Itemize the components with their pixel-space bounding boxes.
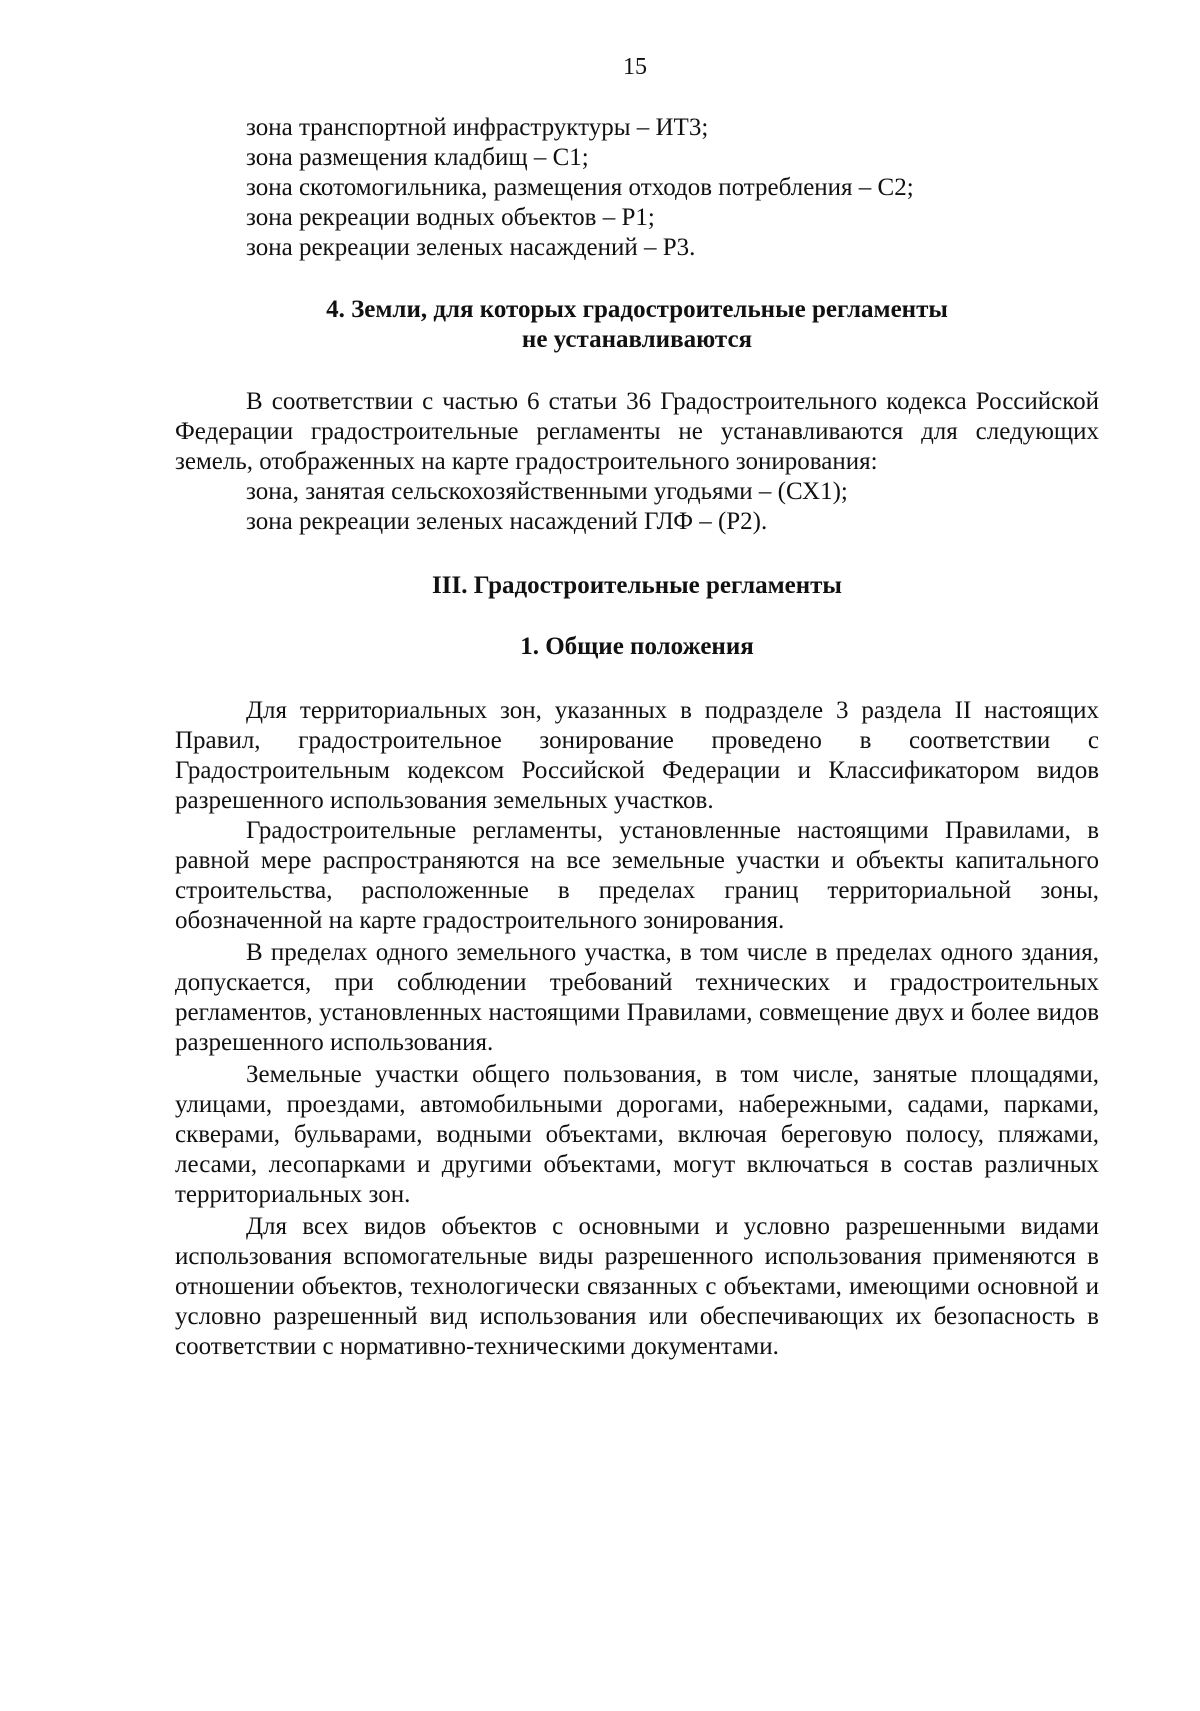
list-item: зона размещения кладбищ – С1; (246, 144, 589, 171)
section-4-heading (175, 295, 1099, 355)
list-item: зона рекреации зеленых насаждений – Р3. (246, 234, 696, 261)
subsection-heading: 1. Общие положения (520, 633, 754, 660)
page-number: 15 (623, 54, 647, 80)
body-paragraph: В пределах одного земельного участка, в том числе в пределах одного здания, допускается, при соблюдении требований технических и градостроительных регламентов, установленных настоящими Правилами, совмещение двух и более видов разрешенного использования. (175, 939, 1099, 1056)
zones-list (175, 113, 1099, 263)
body-paragraph: Земельные участки общего пользования, в том числе, занятые площадями, улицами, проездами, автомобильными дорогами, набережными, садами, парками, скверами, бульварами, водными объектами, включая береговую полосу, пляжами, лесами, лесопарками и другими объектами, могут включаться в состав различных территориальных зон. (175, 1061, 1099, 1208)
body-paragraph: Градостроительные регламенты, установленные настоящими Правилами, в равной мере распространяются на все земельные участки и объекты капитального строительства, расположенные в пределах границ территориальной зоны, обозначенной на карте градостроительного зонирования. (175, 817, 1099, 934)
list-item: зона транспортной инфраструктуры – ИТ3; (246, 114, 709, 141)
chapter-heading: III. Градостроительные регламенты (432, 572, 842, 599)
section-4-paragraph: В соответствии с частью 6 статьи 36 Градостроительного кодекса Российской Федерации градостроительные регламенты не устанавливаются для следующих земель, отображенных на карте градостроительного зонирования: (175, 388, 1099, 475)
body-paragraph: Для всех видов объектов с основными и условно разрешенными видами использования вспомогательные виды разрешенного использования применяются в отношении объектов, технологически связанных с объектами, имеющими основной и условно разрешенный вид использования или обеспечивающих их безопасность в соответствии с нормативно-техническими документами. (175, 1213, 1099, 1360)
section-heading-line: 4. Земли, для которых градостроительные регламенты (326, 296, 948, 323)
section-heading-line: не устанавливаются (521, 326, 753, 353)
document-body (175, 113, 1099, 1362)
list-item: зона рекреации водных объектов – Р1; (246, 204, 655, 231)
body-paragraph: Для территориальных зон, указанных в подразделе 3 раздела II настоящих Правил, градостроительное зонирование проведено в соответствии с Градостроительным кодексом Российской Федерации и Классификатором видов разрешенного использования земельных участков. (175, 697, 1099, 814)
list-item: зона скотомогильника, размещения отходов потребления – С2; (246, 174, 914, 201)
list-item: зона рекреации зеленых насаждений ГЛФ – (Р2). (246, 508, 768, 535)
list-item: зона, занятая сельскохозяйственными угодьями – (СХ1); (246, 478, 848, 505)
